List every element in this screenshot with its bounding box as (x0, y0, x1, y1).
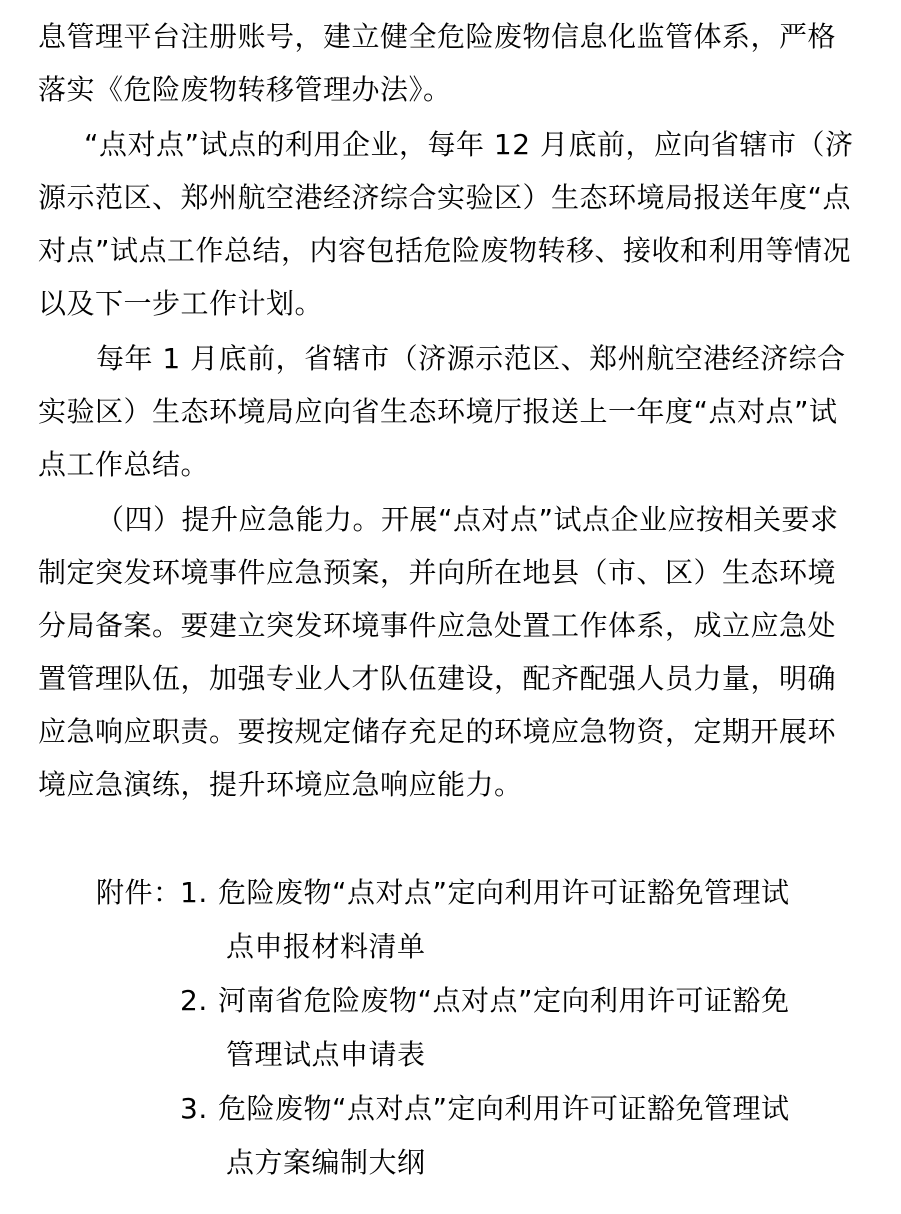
attachment-title-cont: 点申报材料清单 (226, 930, 426, 963)
attachment-number: 3. (180, 1092, 208, 1125)
text-line: 落实《危险废物转移管理办法》。 (38, 73, 452, 106)
text-line: 实验区）生态环境局应向省生态环境厅报送上一年度“点对点”试 (38, 395, 838, 428)
text-line: 息管理平台注册账号，建立健全危险废物信息化监管体系，严格 (38, 20, 837, 53)
attachment-title-cont: 点方案编制大纲 (226, 1146, 426, 1179)
text-line: 分局备案。要建立突发环境事件应急处置工作体系，成立应急处 (38, 609, 837, 642)
attachment-title: 危险废物“点对点”定向利用许可证豁免管理试 (218, 1092, 790, 1125)
attachment-number: 2. (180, 984, 208, 1017)
text-line: 点工作总结。 (38, 448, 210, 481)
text-line: （四）提升应急能力。开展“点对点”试点企业应按相关要求 (96, 503, 839, 536)
text-line: 每年 1 月底前，省辖市（济源示范区、郑州航空港经济综合 (96, 342, 846, 375)
text-line: 置管理队伍，加强专业人才队伍建设，配齐配强人员力量，明确 (38, 662, 837, 695)
text-line: 以及下一步工作计划。 (38, 287, 324, 320)
attachments-label: 附件： (96, 876, 182, 909)
attachment-title-cont: 管理试点申请表 (226, 1038, 426, 1071)
attachment-number: 1. (180, 876, 208, 909)
text-line: 应急响应职责。要按规定储存充足的环境应急物资，定期开展环 (38, 715, 837, 748)
text-line: 对点”试点工作总结，内容包括危险废物转移、接收和利用等情况 (38, 234, 852, 267)
text-line: “点对点”试点的利用企业，每年 12 月底前，应向省辖市（济 (84, 128, 854, 161)
text-line: 制定突发环境事件应急预案，并向所在地县（市、区）生态环境 (38, 556, 837, 589)
text-line: 源示范区、郑州航空港经济综合实验区）生态环境局报送年度“点 (38, 181, 852, 214)
text-line: 境应急演练，提升环境应急响应能力。 (38, 768, 523, 801)
attachment-title: 危险废物“点对点”定向利用许可证豁免管理试 (218, 876, 790, 909)
attachment-title: 河南省危险废物“点对点”定向利用许可证豁免 (218, 984, 790, 1017)
